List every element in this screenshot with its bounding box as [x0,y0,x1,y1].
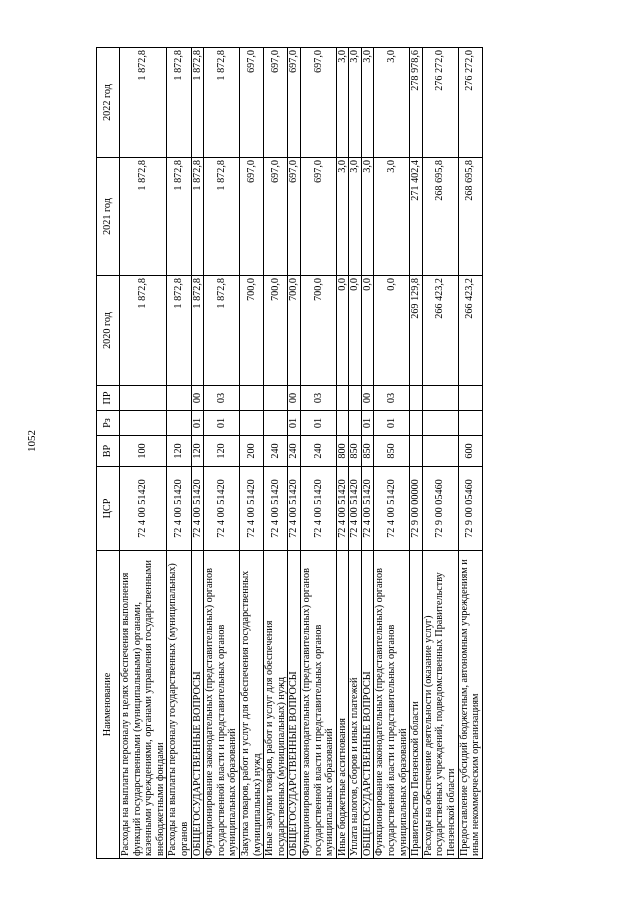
cell-rz: 01 [374,411,410,436]
cell-y2020: 0,0 [336,276,349,386]
header-2022: 2022 год [97,48,120,158]
cell-name: Функционирование законодательных (представительных) органов государственной власти и представительных органов муниципальных образований [204,551,240,859]
cell-pr: 00 [191,386,204,411]
cell-rz [239,411,263,436]
cell-name: Предоставление субсидий бюджетным, автономным учреждениям и иным некоммерческим организациям [458,551,482,859]
cell-y2021: 3,0 [349,158,362,276]
cell-name: ОБЩЕГОСУДАРСТВЕННЫЕ ВОПРОСЫ [361,551,374,859]
cell-y2020: 700,0 [300,276,336,386]
cell-y2022: 3,0 [361,48,374,158]
table-row [374,48,410,859]
cell-rz [458,411,482,436]
cell-rz [336,411,349,436]
cell-vr: 800 [336,436,349,467]
cell-y2020: 269 129,8 [410,276,423,386]
cell-pr [422,386,458,411]
cell-y2020: 266 423,2 [422,276,458,386]
table-row [422,48,458,859]
table-row [264,48,288,859]
cell-csr: 72 9 00 05460 [458,467,482,551]
cell-name: Иные закупки товаров, работ и услуг для обеспечения государственных (муниципальных) нужд [264,551,288,859]
cell-pr [167,386,191,411]
cell-y2021: 697,0 [288,158,301,276]
cell-name: Функционирование законодательных (представительных) органов государственной власти и представительных органов муниципальных образований [300,551,336,859]
cell-y2022: 697,0 [300,48,336,158]
header-csr: ЦСР [97,467,120,551]
table-row [191,48,204,859]
cell-rz [410,411,423,436]
cell-y2021: 271 402,4 [410,158,423,276]
cell-y2021: 268 695,8 [422,158,458,276]
cell-name: ОБЩЕГОСУДАРСТВЕННЫЕ ВОПРОСЫ [191,551,204,859]
cell-vr: 850 [374,436,410,467]
cell-y2021: 697,0 [264,158,288,276]
cell-y2021: 697,0 [239,158,263,276]
cell-vr: 850 [349,436,362,467]
cell-y2022: 697,0 [239,48,263,158]
table-row [349,48,362,859]
cell-y2020: 266 423,2 [458,276,482,386]
cell-y2021: 268 695,8 [458,158,482,276]
cell-vr [422,436,458,467]
cell-y2020: 1 872,8 [191,276,204,386]
cell-csr: 72 4 00 51420 [349,467,362,551]
cell-y2020: 0,0 [349,276,362,386]
cell-y2021: 1 872,8 [191,158,204,276]
table-row [167,48,191,859]
cell-y2022: 3,0 [374,48,410,158]
header-vr: ВР [97,436,120,467]
cell-y2021: 1 872,8 [167,158,191,276]
cell-csr: 72 4 00 51420 [288,467,301,551]
cell-y2020: 1 872,8 [167,276,191,386]
header-name: Наименование [97,551,120,859]
cell-y2021: 1 872,8 [204,158,240,276]
cell-y2022: 1 872,8 [204,48,240,158]
cell-vr [410,436,423,467]
cell-vr: 850 [361,436,374,467]
cell-y2020: 0,0 [374,276,410,386]
cell-pr: 00 [288,386,301,411]
cell-vr: 120 [167,436,191,467]
cell-pr [458,386,482,411]
header-rz: Рз [97,411,120,436]
budget-table [96,47,483,859]
cell-pr [336,386,349,411]
cell-y2021: 1 872,8 [120,158,167,276]
cell-name: ОБЩЕГОСУДАРСТВЕННЫЕ ВОПРОСЫ [288,551,301,859]
cell-pr: 00 [361,386,374,411]
cell-rz [167,411,191,436]
cell-y2022: 276 272,0 [422,48,458,158]
cell-pr [264,386,288,411]
cell-csr: 72 4 00 51420 [191,467,204,551]
cell-csr: 72 4 00 51420 [204,467,240,551]
cell-name: Расходы на выплаты персоналу государственных (муниципальных) органов [167,551,191,859]
cell-csr: 72 9 00 05460 [422,467,458,551]
cell-y2020: 1 872,8 [120,276,167,386]
cell-vr: 120 [191,436,204,467]
cell-pr [120,386,167,411]
cell-rz: 01 [361,411,374,436]
table-row [239,48,263,859]
cell-rz [349,411,362,436]
cell-rz: 01 [288,411,301,436]
cell-y2022: 1 872,8 [167,48,191,158]
header-2021: 2021 год [97,158,120,276]
cell-y2022: 1 872,8 [191,48,204,158]
cell-csr: 72 4 00 51420 [264,467,288,551]
cell-rz: 01 [191,411,204,436]
cell-y2022: 3,0 [349,48,362,158]
cell-vr: 100 [120,436,167,467]
cell-pr: 03 [204,386,240,411]
cell-rz [422,411,458,436]
cell-y2021: 3,0 [336,158,349,276]
cell-y2022: 276 272,0 [458,48,482,158]
budget-table-rotated [96,48,627,859]
table-row [410,48,423,859]
table-header-row [97,48,120,859]
header-2020: 2020 год [97,276,120,386]
cell-rz [264,411,288,436]
cell-name: Уплата налогов, сборов и иных платежей [349,551,362,859]
cell-y2022: 278 978,6 [410,48,423,158]
cell-name: Расходы на обеспечение деятельности (оказание услуг) государственных учреждений, подведомственных Правительству Пензенской области [422,551,458,859]
cell-vr: 240 [264,436,288,467]
cell-vr: 120 [204,436,240,467]
table-row [458,48,482,859]
cell-vr: 240 [288,436,301,467]
table-row [336,48,349,859]
table-row [300,48,336,859]
cell-name: Иные бюджетные ассигнования [336,551,349,859]
cell-y2020: 1 872,8 [204,276,240,386]
cell-csr: 72 4 00 51420 [374,467,410,551]
cell-vr: 600 [458,436,482,467]
cell-csr: 72 4 00 51420 [167,467,191,551]
cell-csr: 72 9 00 00000 [410,467,423,551]
table-row [288,48,301,859]
cell-pr [349,386,362,411]
cell-y2021: 697,0 [300,158,336,276]
cell-name: Расходы на выплаты персоналу в целях обеспечения выполнения функций государственными (муниципальными) органами, казенными учреждениями, органами управления государственными внебюджетными фондами [120,551,167,859]
cell-y2022: 697,0 [264,48,288,158]
cell-csr: 72 4 00 51420 [239,467,263,551]
cell-y2022: 3,0 [336,48,349,158]
cell-name: Правительство Пензенской области [410,551,423,859]
cell-pr [239,386,263,411]
cell-vr: 240 [300,436,336,467]
cell-pr: 03 [300,386,336,411]
cell-csr: 72 4 00 51420 [361,467,374,551]
cell-csr: 72 4 00 51420 [336,467,349,551]
header-pr: ПР [97,386,120,411]
cell-y2020: 700,0 [288,276,301,386]
cell-name: Функционирование законодательных (представительных) органов государственной власти и представительных органов муниципальных образований [374,551,410,859]
cell-y2022: 1 872,8 [120,48,167,158]
table-row [120,48,167,859]
cell-y2020: 0,0 [361,276,374,386]
table-body [120,48,483,859]
cell-rz: 01 [300,411,336,436]
page-number: 1052 [26,430,38,452]
cell-name: Закупка товаров, работ и услуг для обеспечения государственных (муниципальных) нужд [239,551,263,859]
cell-y2020: 700,0 [264,276,288,386]
cell-pr: 03 [374,386,410,411]
cell-pr [410,386,423,411]
cell-csr: 72 4 00 51420 [300,467,336,551]
table-row [204,48,240,859]
cell-rz [120,411,167,436]
table-row [361,48,374,859]
cell-rz: 01 [204,411,240,436]
cell-y2021: 3,0 [374,158,410,276]
cell-csr: 72 4 00 51420 [120,467,167,551]
cell-y2022: 697,0 [288,48,301,158]
cell-y2021: 3,0 [361,158,374,276]
cell-y2020: 700,0 [239,276,263,386]
cell-vr: 200 [239,436,263,467]
